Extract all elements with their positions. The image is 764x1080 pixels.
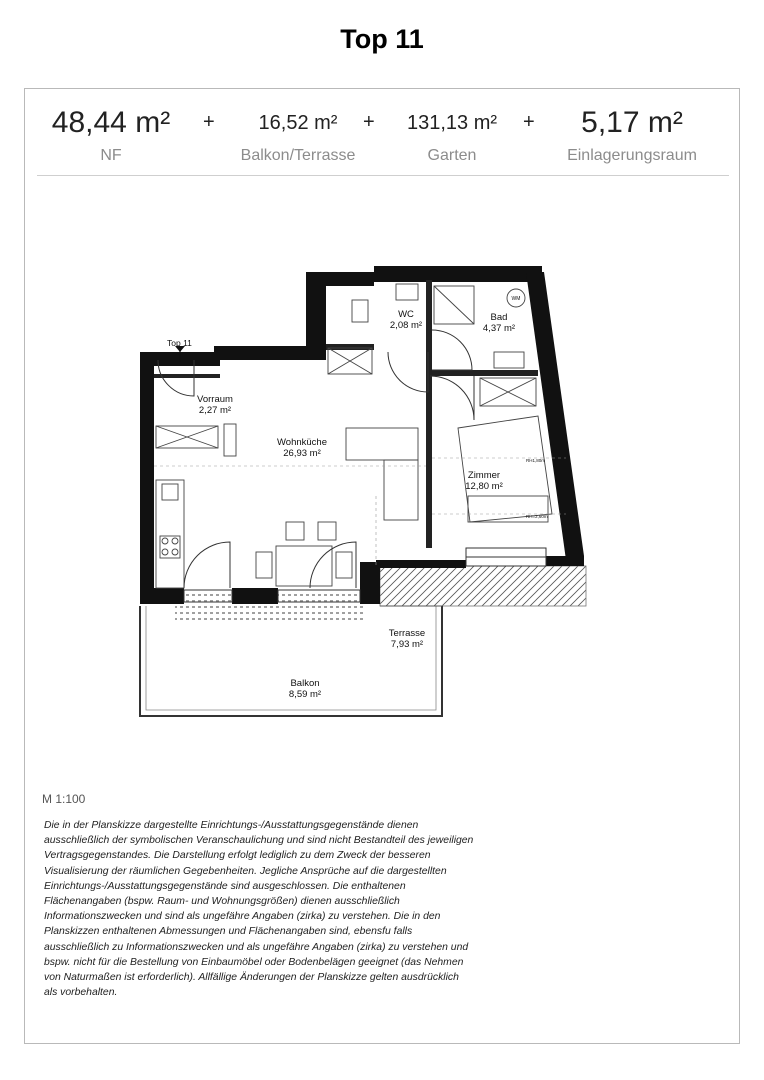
wall-north-left — [306, 272, 374, 286]
door-bedroom — [430, 376, 474, 420]
plus-sign: + — [363, 111, 375, 133]
stat-einlagerung-label: Einlagerungsraum — [567, 147, 697, 164]
chair — [256, 552, 272, 578]
coat-rack — [224, 424, 236, 456]
stat-nf-value: 48,44 m² — [51, 106, 171, 139]
room-name-vorraum: Vorraum — [197, 394, 233, 405]
entrance-label: Top 11 — [167, 338, 192, 348]
room-name-balkon: Balkon — [290, 678, 320, 689]
wall-south-2 — [232, 588, 278, 604]
scale-label: M 1:100 — [42, 792, 86, 806]
chair — [318, 522, 336, 540]
door-balcony-2 — [310, 542, 356, 588]
wall-south-4 — [376, 560, 466, 568]
dashed-lines — [154, 458, 566, 566]
wm-label: WM — [511, 296, 521, 302]
page-title: Top 11 — [340, 24, 424, 54]
kitchen-counter — [156, 480, 184, 588]
stat-garten-value: 131,13 m² — [406, 112, 498, 134]
wall-south-5 — [546, 556, 584, 566]
exterior-walls — [140, 266, 584, 604]
stat-nf-label: NF — [100, 147, 122, 164]
rh-label: RH=2,60m — [526, 514, 548, 519]
wall-south-3 — [360, 562, 380, 604]
room-area-bad: 4,37 m² — [482, 323, 516, 334]
plus-sign: + — [203, 111, 215, 133]
wc-basin-icon — [396, 284, 418, 300]
wall-west — [140, 358, 154, 594]
disclaimer-text: Die in der Planskizze dargestellte Einrichtungs-/Ausstattungsgegenstände dienen ausschließlich der symbolischen Veranschaulichung und sind nicht Bestandteil des jeweiligen Vertragsgegenstandes. Die Darstellung erfolgt lediglich zu dem Zweck der besseren Visualisierung der räumlichen Gegebenheiten. Jegliche Ansprüche auf die dargestellten Einrichtungs-/Ausstattungsgegenstände sind ausgeschlossen. Die enthaltenen Flächenangaben (bspw. Raum- und Wohnungsgrößen) dienen ausschließlich Informationszwecken und sind als ungefähre Angaben (zirka) zu verstehen. Die in den Planskizzen enthaltenen Abmessungen und Flächenangaben sind, ebensfu falls ausschließlich zu Informationszwecken und als ungefähre Angaben (zirka) zu verstehen und bspw. nicht für die Bestellung von Einbaumöbel oder Bodenbelägen geeignet (das Nehmen von Naturmaßen ist erforderlich). Allfällige Änderungen der Planskizze gelten ausdrücklich als vorbehalten. — [44, 820, 474, 999]
stat-balkon-label: Balkon/Terrasse — [240, 147, 356, 164]
wall-vorraum-shelf — [154, 374, 220, 378]
dining-table — [276, 546, 332, 586]
room-area-balkon: 8,59 m² — [288, 689, 322, 700]
stat-einlagerung-value: 5,17 m² — [581, 106, 683, 139]
plus-sign: + — [523, 111, 535, 133]
room-name-zimmer: Zimmer — [467, 470, 501, 481]
wall-wc-south — [326, 344, 374, 350]
room-name-terrasse: Terrasse — [388, 628, 426, 639]
chair — [286, 522, 304, 540]
rh-label: RH1,80m — [526, 458, 546, 463]
room-name-wohnkueche: Wohnküche — [277, 437, 327, 448]
wall-bath-south — [432, 370, 538, 376]
door-wc — [388, 352, 428, 392]
room-name-wc: WC — [398, 309, 414, 320]
garden-hatch — [380, 566, 586, 606]
room-area-wohnkueche: 26,93 m² — [283, 448, 321, 459]
room-area-wc: 2,08 m² — [389, 320, 423, 331]
door-balcony-1 — [184, 542, 230, 588]
door-bath — [432, 330, 472, 370]
room-area-vorraum: 2,27 m² — [198, 405, 232, 416]
wall-bedroom-west — [426, 280, 432, 548]
sink-icon — [162, 484, 178, 500]
chair — [336, 552, 352, 578]
washbasin-icon — [494, 352, 524, 368]
wall-south-1 — [140, 588, 184, 604]
stat-balkon-value: 16,52 m² — [258, 112, 338, 134]
room-area-zimmer: 12,80 m² — [465, 481, 503, 492]
room-name-bad: Bad — [490, 312, 508, 323]
sofa-back — [346, 428, 418, 460]
room-area-terrasse: 7,93 m² — [390, 639, 424, 650]
sofa-chaise — [384, 460, 418, 520]
stat-garten-label: Garten — [427, 147, 477, 164]
bed — [458, 416, 552, 522]
toilet-icon — [352, 300, 368, 322]
wall-north-right — [374, 266, 542, 282]
